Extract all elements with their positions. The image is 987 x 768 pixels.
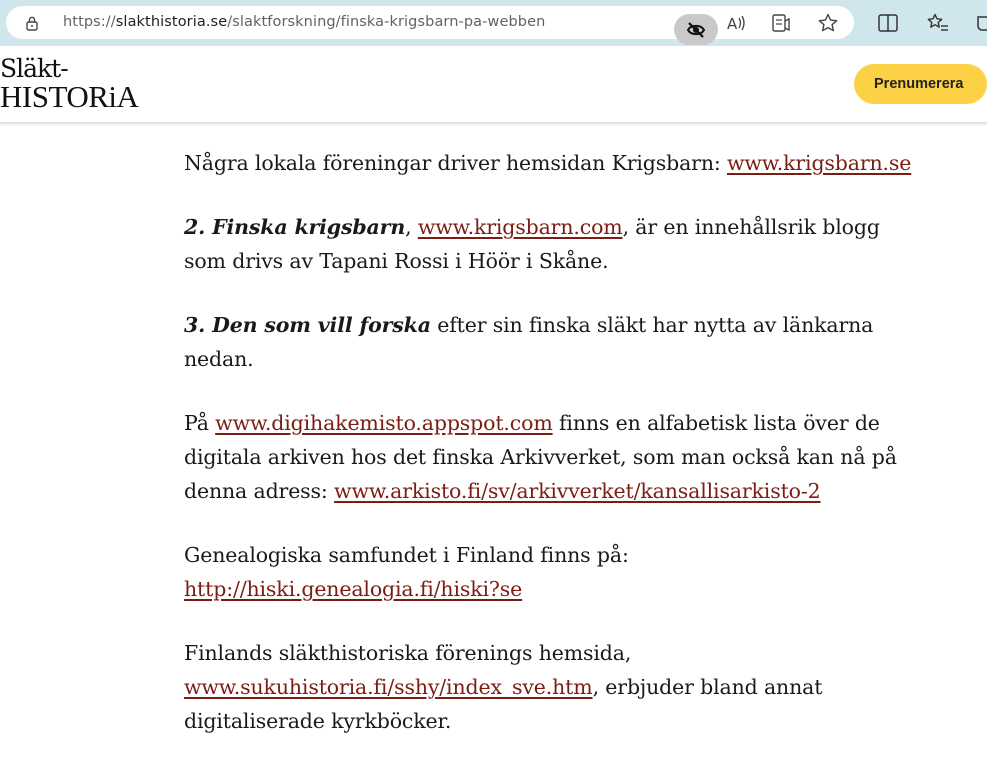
link-digihakemisto[interactable]: www.digihakemisto.appspot.com [215, 411, 553, 435]
link-hiski[interactable]: http://hiski.genealogia.fi/hiski?se [184, 577, 523, 601]
link-arkisto[interactable]: www.arkisto.fi/sv/arkivverket/kansallisarkisto-2 [334, 479, 821, 503]
link-krigsbarn-se[interactable]: www.krigsbarn.se [727, 151, 912, 175]
favorites-list-icon[interactable] [927, 12, 949, 34]
subscribe-button[interactable]: Prenumerera [854, 64, 987, 104]
browser-toolbar [0, 0, 987, 46]
svg-text:A: A [727, 15, 738, 33]
paragraph-digihakemisto [184, 406, 924, 508]
read-aloud-icon[interactable] [725, 12, 747, 34]
paragraph-text: Genealogiska samfundet i Finland finns på: [184, 543, 629, 567]
site-logo-line2[interactable]: HISTORiA [0, 79, 139, 114]
heading-finska-krigsbarn: 2. Finska krigsbarn [184, 215, 406, 239]
favorite-star-icon[interactable] [817, 12, 839, 34]
address-bar[interactable] [6, 6, 854, 39]
paragraph-finska-krigsbarn [184, 210, 924, 278]
paragraph-genealogiska-samfundet [184, 538, 924, 606]
paragraph-text: , erbjuder bland annat digitaliserade kyrkböcker. [184, 675, 823, 733]
paragraph-den-som-vill-forska [184, 308, 924, 376]
url-text[interactable] [63, 14, 545, 30]
url-domain: slakthistoria.se [115, 14, 228, 30]
site-logo-line1[interactable]: Släkt- [0, 54, 68, 83]
paragraph-text: Finlands släkthistoriska förenings hemsida, [184, 641, 632, 665]
paragraph-text: , [405, 215, 418, 239]
header-shadow [0, 122, 987, 126]
url-path: /slaktforskning/finska-krigsbarn-pa-webben [227, 14, 546, 30]
split-screen-icon[interactable] [877, 12, 899, 34]
paragraph-text: efter sin finska släkt har nytta av länkarna nedan. [184, 313, 874, 371]
collections-icon[interactable] [975, 12, 987, 34]
paragraph-sukuhistoria [184, 636, 924, 738]
url-prefix: https:// [63, 14, 116, 30]
site-header [0, 46, 987, 122]
eye-slash-icon [686, 20, 706, 40]
immersive-reader-icon[interactable] [771, 12, 793, 34]
link-sukuhistoria[interactable]: www.sukuhistoria.fi/sshy/index_sve.htm [184, 675, 593, 699]
paragraph-text: På [184, 411, 216, 435]
paragraph-text: Några lokala föreningar driver hemsidan Krigsbarn: [184, 151, 727, 175]
article-body [184, 146, 924, 768]
tracking-prevention-button[interactable] [674, 14, 718, 45]
paragraph-text: finns en alfabetisk lista över de digitala arkiven hos det finska Arkivverket, som man också kan nå på denna adress: [184, 411, 897, 503]
paragraph-text: , är en innehållsrik blogg som drivs av Tapani Rossi i Höör i Skåne. [184, 215, 880, 273]
paragraph-krigsbarn-site [184, 146, 924, 180]
link-krigsbarn-com[interactable]: www.krigsbarn.com [417, 215, 623, 239]
lock-icon[interactable] [24, 15, 40, 31]
heading-den-som-vill-forska: 3. Den som vill forska [184, 313, 431, 337]
